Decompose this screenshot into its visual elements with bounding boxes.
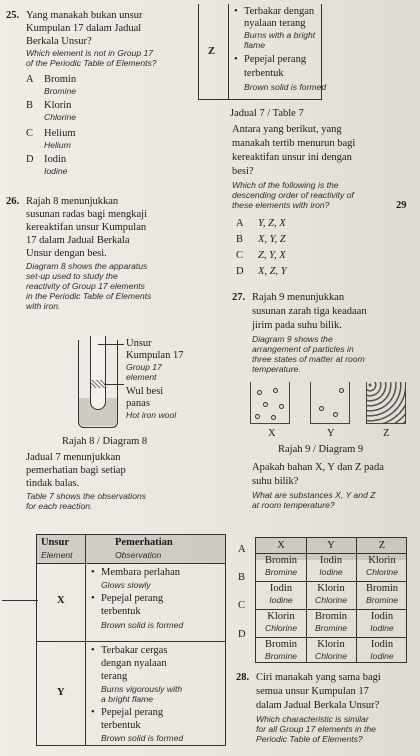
q26-text-en-1: Diagram 8 shows the apparatus [26, 261, 148, 271]
table7-intro-ms-2: pemerhatian bagi setiap [26, 465, 126, 476]
q28-text-en-2: for all Group 17 elements in the [256, 724, 376, 734]
label-wool-ms: Wul besi [126, 386, 164, 397]
q27-c-y: Bromin Bromine [314, 611, 348, 633]
bullet-icon: • [91, 593, 95, 604]
state-x-container [250, 382, 290, 424]
q25-option-d-en: Iodine [44, 166, 68, 176]
q27-number: 27. [232, 292, 246, 303]
table7-header-observation-ms: Pemerhatian [115, 537, 173, 548]
q27-question-ms-2: suhu bilik? [252, 476, 299, 487]
table7-row-z-divider [228, 4, 229, 100]
table7-intro-en-2: for each reaction. [26, 501, 93, 511]
label-unsur-en: Group 17 [126, 362, 162, 372]
table7-caption: Jadual 7 / Table 7 [230, 108, 304, 119]
table7-header-observation-en: Observation [115, 550, 162, 560]
q26-option-c-text: Z, Y, X [258, 250, 286, 261]
q27-b-x: Iodin Iodine [269, 583, 293, 605]
q26-option-b-letter[interactable]: B [236, 234, 244, 245]
state-z-container [366, 382, 406, 424]
q26-option-a-letter[interactable]: A [236, 218, 244, 229]
q28-number: 28. [236, 672, 250, 683]
row-y-b1-en-2: a bright flame [101, 694, 154, 704]
row-y-b2-ms-2: terbentuk [101, 720, 141, 731]
q26-text-en-4: in the Periodic Table of Elements [26, 291, 152, 301]
q26-option-d-text: X, Z, Y [258, 266, 287, 277]
table7-col-divider [85, 535, 86, 745]
q27-question-en-1: What are substances X, Y and Z [252, 490, 376, 500]
row-z-b2-ms-1: Pepejal perang [244, 54, 307, 65]
pen-mark [2, 600, 38, 601]
row-y-b1-ms-2: dengan nyalaan [101, 658, 167, 669]
row-z-b1-en-2: flame [244, 40, 266, 50]
q27-a-y: Iodin Iodine [319, 555, 343, 577]
q25-option-b-en: Chlorine [44, 112, 77, 122]
q27-d-z: Iodin Iodine [370, 639, 394, 661]
table7-header-element-en: Element [41, 550, 73, 560]
diagram9-caption: Rajah 9 / Diagram 9 [278, 444, 364, 455]
q27-a-x: Bromin Bromine [264, 555, 298, 577]
q26-number: 26. [6, 196, 20, 207]
q26-text-ms-5: Unsur dengan besi. [26, 248, 107, 259]
table7-intro-ms-1: Jadual 7 menunjukkan [26, 452, 121, 463]
q26-question-ms-1: Antara yang berikut, yang [232, 124, 342, 135]
q27-option-b-letter[interactable]: B [238, 572, 246, 583]
q25-option-b-letter[interactable]: B [26, 100, 34, 111]
row-y-b2-en: Brown solid is formed [101, 733, 184, 743]
q26-text-ms-3: kereaktifan unsur Kumpulan [26, 222, 147, 233]
row-x-b2-ms-2: terbentuk [101, 606, 141, 617]
diagram8-caption: Rajah 8 / Diagram 8 [62, 436, 148, 447]
q27-d-y: Klorin Chlorine [314, 639, 347, 661]
q28-text-en-1: Which characteristic is similar [256, 714, 369, 724]
q27-col-x: X [277, 540, 285, 551]
q27-c-z: Iodin Iodine [370, 611, 394, 633]
state-x-label: X [268, 428, 276, 439]
state-y-label: Y [327, 428, 335, 439]
q28-text-ms-1: Ciri manakah yang sama bagi [256, 672, 381, 683]
table7-header-element-ms: Unsur [41, 537, 70, 548]
q27-option-a-letter[interactable]: A [238, 544, 246, 555]
q27-b-y: Klorin Chlorine [314, 583, 347, 605]
q27-c-x: Klorin Chlorine [264, 611, 297, 633]
row-z-b1-en-1: Burns with a bright [244, 30, 316, 40]
q27-text-ms-2: susunan zarah tiga keadaan [252, 306, 367, 317]
row-x-b1-en: Glows slowly [101, 580, 151, 590]
label-unsur-ms: Unsur [126, 338, 152, 349]
q28-text-ms-2: semua unsur Kumpulan 17 [256, 686, 369, 697]
q26-question-en-2: descending order of reactivity of [232, 190, 354, 200]
q26-question-ms-2: manakah tertib menurun bagi [232, 138, 356, 149]
q26-option-c-letter[interactable]: C [236, 250, 244, 261]
row-z-b2-en: Brown solid is formed [244, 82, 327, 92]
row-y-b1-en: Burns vigorously with [101, 684, 183, 694]
table7 [36, 534, 226, 746]
table7-row-divider [37, 641, 225, 642]
q26-text-ms-4: 17 dalam Jadual Berkala [26, 235, 130, 246]
q25-option-c-en: Helium [44, 140, 71, 150]
q25-text-ms-3: Berkala Unsur? [26, 36, 92, 47]
row-z-b1-ms-1: Terbakar dengan [244, 6, 315, 17]
q25-text-ms-1: Yang manakah bukan unsur [26, 10, 143, 21]
q27-text-en-4: temperature. [252, 364, 301, 374]
state-z-label: Z [383, 428, 390, 439]
q27-text-ms-3: jirim pada suhu bilik. [252, 320, 342, 331]
q25-option-a-en: Bromine [44, 86, 76, 96]
row-z-b1-ms-2: nyalaan terang [244, 18, 306, 29]
q25-text-en-2: of the Periodic Table of Elements? [26, 58, 157, 68]
q27-option-c-letter[interactable]: C [238, 600, 246, 611]
q25-text-en-1: Which element is not in Group 17 [26, 48, 154, 58]
q27-col-z: Z [378, 540, 386, 551]
q26-option-b-text: X, Y, Z [258, 234, 286, 245]
page-number: 29 [396, 200, 407, 211]
q26-question-ms-3: kereaktifan unsur ini dengan [232, 152, 352, 163]
q28-text-ms-3: dalam Jadual Berkala Unsur? [256, 700, 380, 711]
bullet-icon: • [234, 6, 238, 17]
q27-question-ms-1: Apakah bahan X, Y dan Z pada [252, 462, 384, 473]
q26-question-en-3: these elements with iron? [232, 200, 330, 210]
q28-text-en-3: Periodic Table of Elements? [256, 734, 363, 744]
q25-option-d-ms: Iodin [44, 154, 67, 165]
q25-option-d-letter[interactable]: D [26, 154, 34, 165]
q27-text-en-3: three states of matter at room [252, 354, 365, 364]
q27-d-x: Bromin Bromine [264, 639, 298, 661]
q26-option-d-letter[interactable]: D [236, 266, 244, 277]
row-y-b2-ms: Pepejal perang [101, 707, 164, 718]
table7-row-x-letter: X [57, 595, 65, 606]
q26-text-ms-2: susunan radas bagi mengkaji [26, 209, 148, 220]
q26-text-en-2: set-up used to study the [26, 271, 118, 281]
q25-option-c-ms: Helium [44, 128, 76, 139]
table7-header-divider [37, 563, 225, 564]
row-x-b2-ms: Pepejal perang [101, 593, 164, 604]
q25-option-a-letter[interactable]: A [26, 74, 34, 85]
q25-option-a-ms: Bromin [44, 74, 77, 85]
q26-option-a-text: Y, Z, X [258, 218, 286, 229]
q27-option-d-letter[interactable]: D [238, 629, 246, 640]
q26-text-en-3: reactivity of Group 17 elements [26, 281, 145, 291]
q25-option-c-letter[interactable]: C [26, 128, 34, 139]
bullet-icon: • [91, 645, 95, 656]
q26-text-en-5: with iron. [26, 301, 61, 311]
label-line-wool [104, 384, 124, 385]
q26-question-ms-4: besi? [232, 166, 254, 177]
q25-option-b-ms: Klorin [44, 100, 72, 111]
q27-question-en-2: at room temperature? [252, 500, 335, 510]
row-y-b1-ms-3: terang [101, 671, 128, 682]
table7-intro-ms-3: tindak balas. [26, 478, 80, 489]
row-x-b1-ms: Membara perlahan [101, 567, 181, 578]
bullet-icon: • [91, 707, 95, 718]
label-unsur-ms-2: Kumpulan 17 [126, 350, 184, 361]
row-z-b2-ms-2: terbentuk [244, 68, 284, 79]
row-y-b1-ms: Terbakar cergas [101, 645, 168, 656]
q26-question-en-1: Which of the following is the [232, 180, 339, 190]
iron-wool-diagram [91, 380, 105, 388]
q27-answer-table [255, 537, 407, 663]
q27-b-z: Bromin Bromine [365, 583, 399, 605]
q27-text-ms-1: Rajah 9 menunjukkan [252, 292, 345, 303]
bullet-icon: • [234, 54, 238, 65]
table7-row-y-letter: Y [57, 687, 65, 698]
state-y-container [310, 382, 350, 424]
label-unsur-en-2: element [126, 372, 157, 382]
row-x-b2-en: Brown solid is formed [101, 620, 184, 630]
label-wool-en: Hot iron wool [126, 410, 177, 420]
q25-number: 25. [6, 10, 20, 21]
table7-row-z-letter: Z [208, 46, 216, 57]
table7-intro-en-1: Table 7 shows the observations [26, 491, 147, 501]
q27-a-z: Klorin Chlorine [365, 555, 398, 577]
test-tube-diagram [90, 336, 106, 410]
q26-text-ms-1: Rajah 8 menunjukkan [26, 196, 119, 207]
q25-text-ms-2: Kumpulan 17 dalam Jadual [26, 23, 142, 34]
q27-col-y: Y [327, 540, 335, 551]
q27-text-en-2: arrangement of particles in [252, 344, 354, 354]
bullet-icon: • [91, 567, 95, 578]
label-line-unsur [98, 344, 124, 345]
label-wool-ms-2: panas [126, 398, 150, 409]
q27-text-en-1: Diagram 9 shows the [252, 334, 333, 344]
